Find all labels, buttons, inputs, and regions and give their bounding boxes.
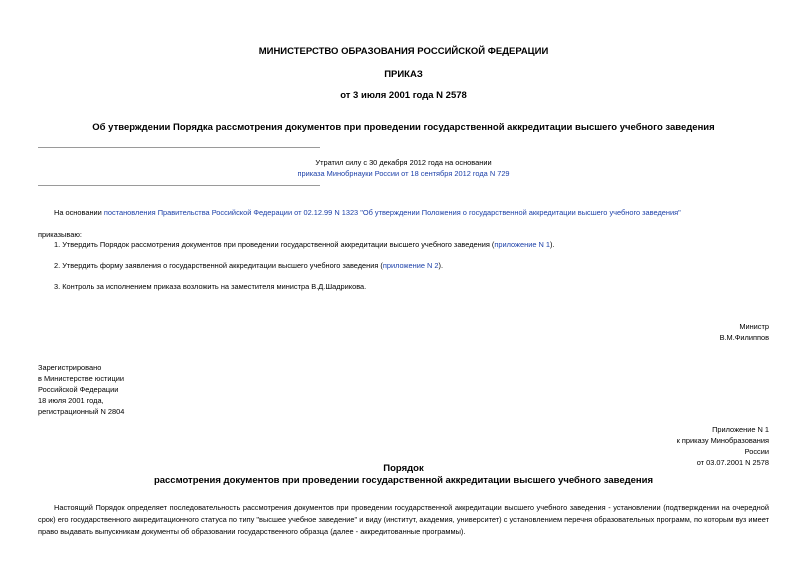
top-divider [38, 147, 320, 148]
registration-line-1: Зарегистрировано [38, 363, 102, 372]
status-note [0, 157, 807, 179]
appendix-1-link[interactable]: приложение N 1 [494, 240, 550, 249]
registration-line-2: в Министерстве юстиции [38, 374, 125, 383]
basis-prefix: На основании [54, 208, 104, 217]
registration-block [38, 362, 124, 417]
doc-type-heading: ПРИКАЗ [384, 69, 423, 80]
appendix-line-1: Приложение N 1 [712, 425, 769, 434]
registration-line-3: Российской Федерации [38, 385, 119, 394]
order-item-1 [54, 239, 794, 250]
ministry-heading: МИНИСТЕРСТВО ОБРАЗОВАНИЯ РОССИЙСКОЙ ФЕДЕРАЦИИ [258, 46, 549, 57]
procedure-paragraph: Настоящий Порядок определяет последовательность рассмотрения документов при проведении государственной аккредитации высшего учебного заведения - установлении (подтверждении на очередной срок) его государственного аккредитационного статуса по типу "высшее учебное заведение" и виду (институт, академия, университет) с установлением перечня образовательных программ, по которым вуз имеет право выдавать выпускникам документы об образовании государственного образца (далее - аккредитованные программы). [38, 503, 769, 536]
doc-title: Об утверждении Порядка рассмотрения документов при проведении государственной аккредитации высшего учебного заведения [92, 122, 715, 133]
order-item-2-text: 2. Утвердить форму заявления о государственной аккредитации высшего учебного заведения ( [54, 261, 383, 270]
appendix-line-4: от 03.07.2001 N 2578 [696, 458, 769, 467]
basis-link[interactable]: постановления Правительства Российской Федерации от 02.12.99 N 1323 "Об утверждении Положения о государственной аккредитации высшего учебного заведения" [103, 208, 681, 217]
signature-block [720, 321, 769, 343]
order-item-3: 3. Контроль за исполнением приказа возложить на заместителя министра В.Д.Шадрикова. [54, 282, 367, 291]
appendix-line-3: России [744, 447, 769, 456]
signature-role: Министр [739, 322, 769, 331]
order-item-2-end: ). [438, 261, 443, 270]
appendix-line-2: к приказу Минобразования [676, 436, 769, 445]
appendix-2-link[interactable]: приложение N 2 [382, 261, 439, 270]
procedure-subtitle: рассмотрения документов при проведении государственной аккредитации высшего учебного заведения [153, 475, 654, 486]
order-item-1-text: 1. Утвердить Порядок рассмотрения документов при проведении государственной аккредитации высшего учебного заведения ( [54, 240, 495, 249]
status-note-link[interactable]: приказа Минобрнауки России от 18 сентября 2012 года N 729 [297, 169, 510, 178]
order-item-2 [54, 260, 794, 271]
registration-line-5: регистрационный N 2804 [38, 407, 125, 416]
registration-line-4: 18 июля 2001 года, [38, 396, 104, 405]
procedure-title: Порядок [383, 463, 424, 474]
appendix-block [677, 424, 769, 468]
prikazyvayu: приказываю: [38, 230, 82, 239]
signature-name: В.М.Филиппов [719, 333, 769, 342]
order-item-1-end: ). [549, 240, 555, 249]
bottom-divider [38, 185, 320, 186]
status-note-text: Утратил силу с 30 декабря 2012 года на основании [315, 158, 492, 167]
basis-paragraph [54, 207, 794, 218]
doc-date-number: от 3 июля 2001 года N 2578 [340, 90, 467, 101]
